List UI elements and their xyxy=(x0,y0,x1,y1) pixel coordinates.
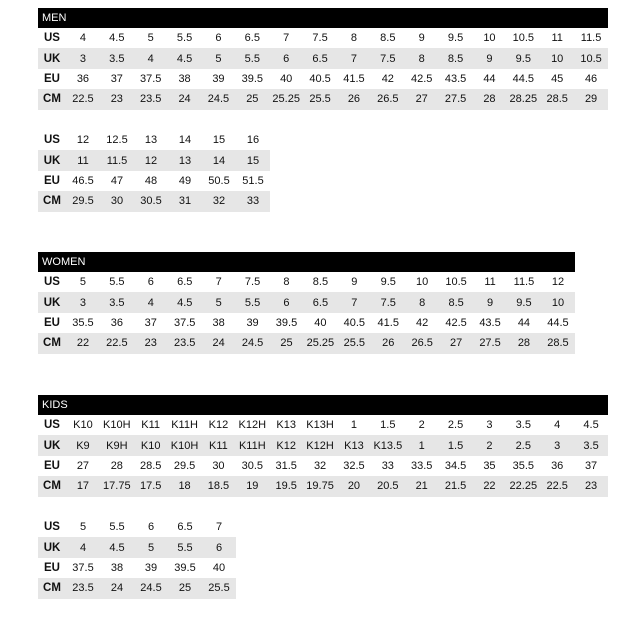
size-cell: 8.5 xyxy=(439,48,473,68)
size-row-us xyxy=(38,272,575,292)
size-cell: 42.5 xyxy=(445,316,467,329)
size-cell: 9 xyxy=(418,32,425,45)
size-cell: 5.5 xyxy=(236,292,270,312)
size-cell: 8 xyxy=(405,48,439,68)
size-cell: 48 xyxy=(144,174,158,187)
size-cell: 24 xyxy=(168,89,202,109)
row-label: UK xyxy=(38,48,66,68)
size-cell: 27 xyxy=(76,459,90,472)
size-cell: 4.5 xyxy=(168,292,202,312)
size-cell: 38 xyxy=(110,561,124,574)
size-cell: K12 xyxy=(269,435,303,455)
size-cell: 51.5 xyxy=(242,174,264,187)
size-cell: 12 xyxy=(76,134,90,147)
size-cell: 15 xyxy=(212,134,226,147)
row-label: CM xyxy=(38,89,66,109)
row-label: US xyxy=(44,276,60,289)
row-label: US xyxy=(44,134,60,147)
size-cell: 3.5 xyxy=(515,419,531,432)
size-cell: K10H xyxy=(103,419,131,432)
size-cell: 22 xyxy=(473,476,507,496)
men-size-table-extended xyxy=(38,130,270,212)
size-cell: 7 xyxy=(337,292,371,312)
size-cell: 40 xyxy=(314,316,327,329)
size-cell: 37 xyxy=(584,459,598,472)
size-cell: 10.5 xyxy=(445,276,467,289)
size-cell: K13H xyxy=(306,419,334,432)
size-cell: K11H xyxy=(171,419,198,432)
size-cell: 7.5 xyxy=(371,48,405,68)
row-label: UK xyxy=(38,292,66,312)
size-cell: 6.5 xyxy=(177,521,193,534)
size-cell: 24.5 xyxy=(236,333,270,353)
size-cell: 9 xyxy=(473,292,507,312)
size-cell: 44.5 xyxy=(512,72,535,85)
size-cell: 40.5 xyxy=(343,316,366,329)
size-cell: 11.5 xyxy=(580,32,602,45)
size-cell: K10 xyxy=(73,419,93,432)
size-cell: 33 xyxy=(381,459,394,472)
size-cell: K12 xyxy=(208,419,229,432)
size-cell: 22.25 xyxy=(506,476,540,496)
size-cell: 18.5 xyxy=(202,476,236,496)
size-cell: 43.5 xyxy=(479,316,501,329)
size-cell: K11 xyxy=(141,419,161,432)
size-cell: 7.5 xyxy=(244,276,261,289)
row-label: EU xyxy=(44,316,60,329)
size-cell: K11 xyxy=(202,435,236,455)
size-cell: 19.5 xyxy=(269,476,303,496)
size-cell: 4.5 xyxy=(168,48,202,68)
size-cell: 11 xyxy=(551,32,563,45)
size-cell: 4.5 xyxy=(583,419,599,432)
size-cell: 8.5 xyxy=(439,292,473,312)
size-cell: 3.5 xyxy=(574,435,608,455)
size-cell: 35.5 xyxy=(72,316,94,329)
size-cell: 11 xyxy=(66,150,100,170)
kids-size-table xyxy=(38,415,608,497)
size-cell: 9 xyxy=(351,276,358,289)
size-row-eu xyxy=(38,171,270,191)
row-label: UK xyxy=(38,150,66,170)
size-cell: 8 xyxy=(283,276,290,289)
size-cell: 26 xyxy=(371,333,405,353)
size-cell: 38 xyxy=(178,72,191,85)
size-row-us xyxy=(38,130,270,150)
size-cell: 6.5 xyxy=(244,32,260,45)
size-cell: 24 xyxy=(202,333,236,353)
size-cell: 23.5 xyxy=(66,578,100,598)
size-cell: 37 xyxy=(144,316,157,329)
size-cell: 44 xyxy=(483,72,496,85)
size-cell: 30 xyxy=(100,191,134,211)
size-cell: 19 xyxy=(235,476,269,496)
size-cell: K12H xyxy=(303,435,337,455)
size-cell: 14 xyxy=(178,134,192,147)
size-cell: 22 xyxy=(66,333,100,353)
size-cell: 23.5 xyxy=(134,89,168,109)
size-cell: 6 xyxy=(147,521,155,534)
size-cell: 6 xyxy=(269,48,303,68)
size-cell: 25.25 xyxy=(303,333,337,353)
size-row-cm xyxy=(38,476,608,496)
size-row-eu xyxy=(38,558,236,578)
size-cell: 30 xyxy=(212,459,225,472)
size-cell: 2 xyxy=(418,419,425,432)
size-cell: K10 xyxy=(134,435,168,455)
row-label: US xyxy=(44,32,60,45)
size-cell: 37.5 xyxy=(72,561,94,574)
size-cell: 25.5 xyxy=(337,333,371,353)
size-row-eu xyxy=(38,456,608,476)
size-cell: 10.5 xyxy=(574,48,608,68)
size-cell: 35.5 xyxy=(512,459,535,472)
size-cell: 45 xyxy=(551,72,564,85)
size-cell: 21.5 xyxy=(439,476,473,496)
size-row-cm xyxy=(38,191,270,211)
size-row-us xyxy=(38,28,608,48)
size-cell: K13 xyxy=(276,419,296,432)
size-cell: 40.5 xyxy=(309,72,331,85)
size-row-cm xyxy=(38,89,608,109)
size-cell: 1.5 xyxy=(380,419,396,432)
size-cell: 49 xyxy=(178,174,192,187)
kids-size-table-extended xyxy=(38,517,236,599)
size-cell: 40 xyxy=(212,561,226,574)
size-cell: 42 xyxy=(381,72,394,85)
size-cell: 23 xyxy=(574,476,608,496)
size-cell: 11.5 xyxy=(100,150,134,170)
size-cell: 30.5 xyxy=(134,191,168,211)
size-cell: 18 xyxy=(168,476,202,496)
size-cell: 5.5 xyxy=(109,521,125,534)
size-cell: 13 xyxy=(144,134,158,147)
size-cell: 6 xyxy=(147,276,154,289)
size-cell: 28 xyxy=(110,459,123,472)
size-cell: 4.5 xyxy=(109,32,125,45)
size-cell: 9.5 xyxy=(507,292,541,312)
size-cell: 17 xyxy=(66,476,100,496)
size-cell: 3 xyxy=(486,419,493,432)
size-cell: 33 xyxy=(236,191,270,211)
size-cell: 28.5 xyxy=(139,459,162,472)
size-cell: 14 xyxy=(202,150,236,170)
size-cell: 6 xyxy=(202,537,236,557)
size-cell: 4 xyxy=(134,48,168,68)
size-cell: 10 xyxy=(483,32,496,45)
size-cell: 41.5 xyxy=(377,316,399,329)
size-cell: 12.5 xyxy=(106,134,128,147)
size-cell: 22.5 xyxy=(540,476,574,496)
size-cell: 25.25 xyxy=(269,89,303,109)
size-cell: 22.5 xyxy=(100,333,134,353)
size-cell: 9.5 xyxy=(447,32,464,45)
size-cell: 39 xyxy=(212,72,225,85)
size-cell: 33.5 xyxy=(410,459,433,472)
size-row-eu xyxy=(38,313,575,333)
size-cell: 8.5 xyxy=(380,32,396,45)
size-cell: 37 xyxy=(110,72,123,85)
size-cell: 24.5 xyxy=(202,89,236,109)
size-cell: K9H xyxy=(100,435,134,455)
size-cell: 34.5 xyxy=(444,459,467,472)
size-cell: 28 xyxy=(507,333,541,353)
size-cell: 5 xyxy=(134,537,168,557)
size-cell: 32 xyxy=(313,459,327,472)
size-cell: 4 xyxy=(554,419,561,432)
size-cell: K9 xyxy=(66,435,100,455)
size-cell: K10H xyxy=(168,435,202,455)
size-cell: 17.75 xyxy=(100,476,134,496)
size-cell: 7.5 xyxy=(371,292,405,312)
size-cell: 4 xyxy=(79,32,86,45)
kids-section-header: KIDS xyxy=(38,395,608,415)
size-row-us xyxy=(38,517,236,537)
size-cell: 25 xyxy=(270,333,304,353)
size-cell: 6 xyxy=(215,32,222,45)
row-label: UK xyxy=(38,537,66,557)
row-label: US xyxy=(44,521,60,534)
size-cell: 17.5 xyxy=(134,476,168,496)
size-cell: 41.5 xyxy=(343,72,365,85)
size-cell: 3.5 xyxy=(100,292,134,312)
size-cell: 5 xyxy=(202,292,236,312)
row-label: CM xyxy=(38,476,66,496)
size-cell: 8 xyxy=(350,32,357,45)
size-cell: 30.5 xyxy=(241,459,264,472)
size-cell: 27.5 xyxy=(439,89,473,109)
size-cell: 44 xyxy=(517,316,531,329)
men-section-header: MEN xyxy=(38,8,608,28)
size-cell: 9.5 xyxy=(506,48,540,68)
size-cell: 2.5 xyxy=(447,419,464,432)
size-cell: 2.5 xyxy=(506,435,540,455)
size-cell: K11H xyxy=(235,435,269,455)
size-cell: 10.5 xyxy=(512,32,535,45)
size-cell: 28 xyxy=(473,89,507,109)
size-cell: 35 xyxy=(483,459,496,472)
size-cell: 39.5 xyxy=(241,72,264,85)
size-cell: 37.5 xyxy=(174,316,196,329)
size-row-us xyxy=(38,415,608,435)
size-cell: 23 xyxy=(134,333,168,353)
row-label: CM xyxy=(38,191,66,211)
size-cell: 46 xyxy=(584,72,598,85)
size-cell: 47 xyxy=(110,174,124,187)
size-cell: 9 xyxy=(473,48,507,68)
size-cell: 5 xyxy=(202,48,236,68)
size-cell: 39.5 xyxy=(275,316,298,329)
size-cell: 29.5 xyxy=(66,191,100,211)
size-cell: 11 xyxy=(484,276,496,289)
size-cell: 36 xyxy=(110,316,123,329)
size-row-eu xyxy=(38,69,608,89)
size-cell: 28.5 xyxy=(540,89,574,109)
size-cell: 12 xyxy=(134,150,168,170)
size-cell: 5.5 xyxy=(176,32,193,45)
size-cell: 32 xyxy=(202,191,236,211)
size-cell: 28.5 xyxy=(541,333,575,353)
size-cell: 39 xyxy=(246,316,259,329)
size-cell: 38 xyxy=(212,316,225,329)
row-label: UK xyxy=(38,435,66,455)
size-cell: 4 xyxy=(134,292,168,312)
size-cell: 8 xyxy=(405,292,439,312)
size-row-uk xyxy=(38,292,575,312)
size-cell: 10 xyxy=(540,48,574,68)
size-cell: 7 xyxy=(337,48,371,68)
size-cell: 1 xyxy=(405,435,439,455)
size-cell: 29.5 xyxy=(173,459,196,472)
size-cell: 10 xyxy=(541,292,575,312)
size-cell: 6.5 xyxy=(303,48,337,68)
size-cell: 2 xyxy=(473,435,507,455)
size-cell: 31.5 xyxy=(275,459,297,472)
size-cell: 25.5 xyxy=(303,89,337,109)
size-cell: 7.5 xyxy=(312,32,328,45)
size-row-uk xyxy=(38,48,608,68)
size-cell: 1 xyxy=(350,419,357,432)
size-cell: 25.5 xyxy=(202,578,236,598)
size-cell: 10 xyxy=(416,276,429,289)
size-cell: 23 xyxy=(100,89,134,109)
size-cell: 6.5 xyxy=(303,292,337,312)
size-cell: 22.5 xyxy=(66,89,100,109)
size-cell: 20.5 xyxy=(371,476,405,496)
size-cell: 13 xyxy=(168,150,202,170)
size-cell: 44.5 xyxy=(547,316,569,329)
size-cell: 3 xyxy=(540,435,574,455)
row-label: EU xyxy=(44,72,60,85)
size-cell: 29 xyxy=(574,89,608,109)
size-cell: 7 xyxy=(215,276,222,289)
row-label: EU xyxy=(44,174,60,187)
women-section-header: WOMEN xyxy=(38,252,575,272)
size-cell: 36 xyxy=(551,459,564,472)
size-cell: 12 xyxy=(551,276,565,289)
size-cell: 32.5 xyxy=(343,459,365,472)
size-cell: 5.5 xyxy=(235,48,269,68)
size-cell: 27.5 xyxy=(473,333,507,353)
size-cell: 5.5 xyxy=(168,537,202,557)
size-cell: 23.5 xyxy=(168,333,202,353)
size-row-uk xyxy=(38,150,270,170)
size-cell: 36 xyxy=(76,72,90,85)
size-cell: 31 xyxy=(168,191,202,211)
size-cell: 4 xyxy=(66,537,100,557)
size-cell: 27 xyxy=(405,89,439,109)
women-size-table xyxy=(38,272,575,354)
size-cell: 39.5 xyxy=(174,561,196,574)
size-cell: 43.5 xyxy=(444,72,467,85)
size-cell: 8.5 xyxy=(312,276,329,289)
size-cell: 11.5 xyxy=(513,276,535,289)
size-cell: 9.5 xyxy=(380,276,396,289)
row-label: US xyxy=(44,419,60,432)
row-label: EU xyxy=(44,561,60,574)
size-cell: 26.5 xyxy=(405,333,439,353)
size-cell: 5 xyxy=(147,32,154,45)
size-cell: 7 xyxy=(283,32,290,45)
size-cell: 40 xyxy=(280,72,293,85)
size-cell: 24.5 xyxy=(134,578,168,598)
size-cell: 16 xyxy=(246,134,260,147)
size-cell: 3 xyxy=(66,48,100,68)
size-cell: 5 xyxy=(79,276,87,289)
size-cell: 50.5 xyxy=(208,174,230,187)
size-cell: 3 xyxy=(66,292,100,312)
size-cell: 6 xyxy=(270,292,304,312)
size-cell: 4.5 xyxy=(100,537,134,557)
size-cell: 1.5 xyxy=(439,435,473,455)
size-cell: 26.5 xyxy=(371,89,405,109)
size-cell: 42.5 xyxy=(410,72,433,85)
size-cell: 5.5 xyxy=(109,276,125,289)
size-cell: 15 xyxy=(236,150,270,170)
row-label: EU xyxy=(44,459,60,472)
size-row-uk xyxy=(38,537,236,557)
size-row-cm xyxy=(38,333,575,353)
size-cell: 21 xyxy=(405,476,439,496)
size-cell: 6.5 xyxy=(177,276,193,289)
size-cell: K13 xyxy=(337,435,371,455)
size-cell: 24 xyxy=(100,578,134,598)
size-row-uk xyxy=(38,435,608,455)
size-cell: 28.25 xyxy=(506,89,540,109)
size-cell: 27 xyxy=(439,333,473,353)
size-cell: 20 xyxy=(337,476,371,496)
size-cell: 26 xyxy=(337,89,371,109)
size-cell: 42 xyxy=(416,316,429,329)
size-cell: 46.5 xyxy=(72,174,94,187)
size-cell: 7 xyxy=(215,521,223,534)
size-cell: 39 xyxy=(144,561,158,574)
size-cell: 19.75 xyxy=(303,476,337,496)
men-size-table xyxy=(38,28,608,110)
row-label: CM xyxy=(38,578,66,598)
size-cell: K12H xyxy=(238,419,267,432)
size-cell: K13.5 xyxy=(371,435,405,455)
size-cell: 37.5 xyxy=(139,72,162,85)
size-cell: 25 xyxy=(235,89,269,109)
size-row-cm xyxy=(38,578,236,598)
size-cell: 5 xyxy=(79,521,87,534)
size-cell: 25 xyxy=(168,578,202,598)
row-label: CM xyxy=(38,333,66,353)
size-cell: 3.5 xyxy=(100,48,134,68)
